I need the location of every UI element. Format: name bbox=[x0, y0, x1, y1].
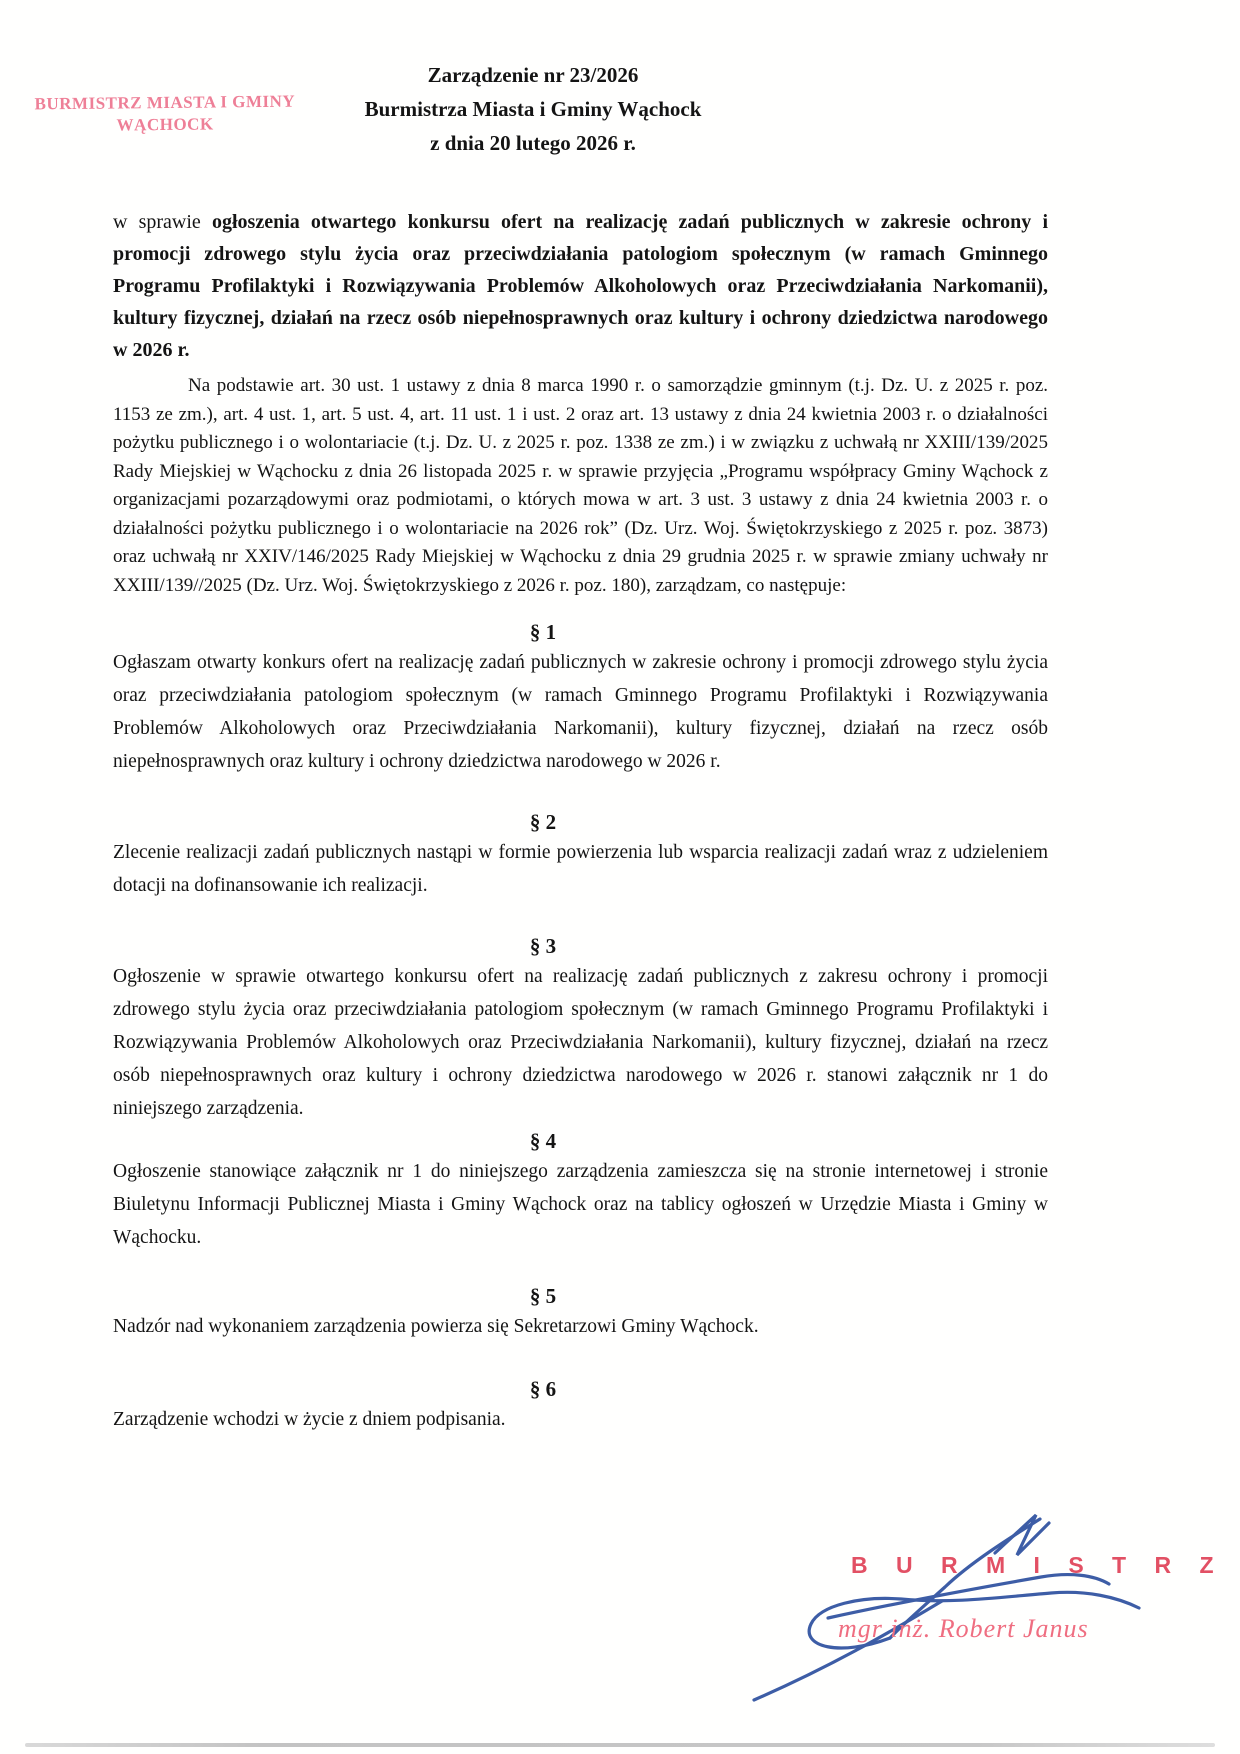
title-date: z dnia 20 lutego 2026 r. bbox=[430, 131, 636, 155]
section-5-text: Nadzór nad wykonaniem zarządzenia powierza się Sekretarzowi Gminy Wąchock. bbox=[113, 1316, 759, 1337]
section-1 bbox=[113, 618, 1048, 778]
section-4 bbox=[113, 1127, 1048, 1254]
document-title bbox=[113, 58, 953, 160]
section-2 bbox=[113, 808, 1048, 902]
section-3-heading: § 3 bbox=[529, 934, 557, 958]
section-5 bbox=[113, 1282, 1048, 1343]
scan-edge-line bbox=[25, 1743, 1215, 1747]
section-1-heading: § 1 bbox=[529, 620, 557, 644]
title-issuer: Burmistrza Miasta i Gminy Wąchock bbox=[364, 97, 702, 121]
document-body bbox=[113, 0, 1048, 1436]
signature-name: mgr inż. Robert Janus bbox=[838, 1614, 1089, 1643]
subject-prefix: w sprawie bbox=[113, 211, 201, 233]
signature-role-stamp: B U R M I S T R Z bbox=[851, 1552, 1225, 1578]
section-2-text: Zlecenie realizacji zadań publicznych nastąpi w formie powierzenia lub wsparcia realizacji zadań wraz z udzieleniem dotacji na dofinansowanie ich realizacji. bbox=[113, 842, 1048, 896]
section-3-text: Ogłoszenie w sprawie otwartego konkursu ofert na realizację zadań publicznych z zakresu ochrony i promocji zdrowego stylu życia oraz przeciwdziałania patologiom społecznym (w ramach Gminnego Programu Profilaktyki i Rozwiązywania Problemów Alkoholowych oraz Przeciwdziałania Narkomanii), kultury fizycznej, działań na rzecz osób niepełnosprawnych oraz kultury i ochrony dziedzictwa narodowego w 2026 r. stanowi załącznik nr 1 do niniejszego zarządzenia. bbox=[113, 966, 1048, 1119]
section-1-text: Ogłaszam otwarty konkurs ofert na realizację zadań publicznych w zakresie ochrony i promocji zdrowego stylu życia oraz przeciwdziałania patologiom społecznym (w ramach Gminnego Programu Profilaktyki i Rozwiązywania Problemów Alkoholowych oraz Przeciwdziałania Narkomanii), kultury fizycznej, działań na rzecz osób niepełnosprawnych oraz kultury i ochrony dziedzictwa narodowego w 2026 r. bbox=[113, 652, 1048, 772]
section-3 bbox=[113, 932, 1048, 1125]
stamp-line-2: WĄCHOCK bbox=[116, 114, 214, 135]
section-6-heading: § 6 bbox=[529, 1377, 557, 1401]
section-4-text: Ogłoszenie stanowiące załącznik nr 1 do niniejszego zarządzenia zamieszcza się na stronie internetowej i stronie Biuletynu Informacji Publicznej Miasta i Gminy Wąchock oraz na tablicy ogłoszeń w Urzędzie Miasta i Gminy w Wąchocku. bbox=[113, 1161, 1048, 1248]
legal-basis-paragraph: Na podstawie art. 30 ust. 1 ustawy z dnia 8 marca 1990 r. o samorządzie gminnym (t.j. Dz. U. z 2025 r. poz. 1153 ze zm.), art. 4 ust. 1, art. 5 ust. 4, art. 11 ust. 1 i ust. 2 oraz art. 13 ustawy z dnia 24 kwietnia 2003 r. o działalności pożytku publicznego i o wolontariacie (t.j. Dz. U. z 2025 r. poz. 1338 ze zm.) i w związku z uchwałą nr XXIII/139/2025 Rady Miejskiej w Wąchocku z dnia 26 listopada 2025 r. w sprawie przyjęcia „Programu współpracy Gminy Wąchock z organizacjami pozarządowymi oraz podmiotami, o których mowa w art. 3 ust. 3 ustawy z dnia 24 kwietnia 2003 r. o działalności pożytku publicznego i o wolontariacie na 2026 rok” (Dz. Urz. Woj. Świętokrzyskiego z 2025 r. poz. 3873) oraz uchwałą nr XXIV/146/2025 Rady Miejskiej w Wąchocku z dnia 29 grudnia 2025 r. w sprawie zmiany uchwały nr XXIII/139//2025 (Dz. Urz. Woj. Świętokrzyskiego z 2026 r. poz. 180), zarządzam, co następuje: bbox=[113, 375, 1048, 596]
section-5-heading: § 5 bbox=[529, 1284, 557, 1308]
section-2-heading: § 2 bbox=[529, 810, 557, 834]
subject-paragraph bbox=[113, 206, 1048, 366]
stamp-line-1: BURMISTRZ MIASTA I GMINY bbox=[34, 91, 296, 114]
subject-text: ogłoszenia otwartego konkursu ofert na realizację zadań publicznych w zakresie ochrony i promocji zdrowego stylu życia oraz przeciwdziałania patologiom społecznym (w ramach Gminnego Programu Profilaktyki i Rozwiązywania Problemów Alkoholowych oraz Przeciwdziałania Narkomanii), kultury fizycznej, działań na rzecz osób niepełnosprawnych oraz kultury i ochrony dziedzictwa narodowego w 2026 r. bbox=[113, 211, 1049, 361]
section-6-text: Zarządzenie wchodzi w życie z dniem podpisania. bbox=[113, 1409, 506, 1430]
handwritten-signature-icon bbox=[740, 1505, 1160, 1715]
section-6 bbox=[113, 1375, 1048, 1436]
section-4-heading: § 4 bbox=[529, 1129, 557, 1153]
title-number: Zarządzenie nr 23/2026 bbox=[427, 63, 639, 87]
